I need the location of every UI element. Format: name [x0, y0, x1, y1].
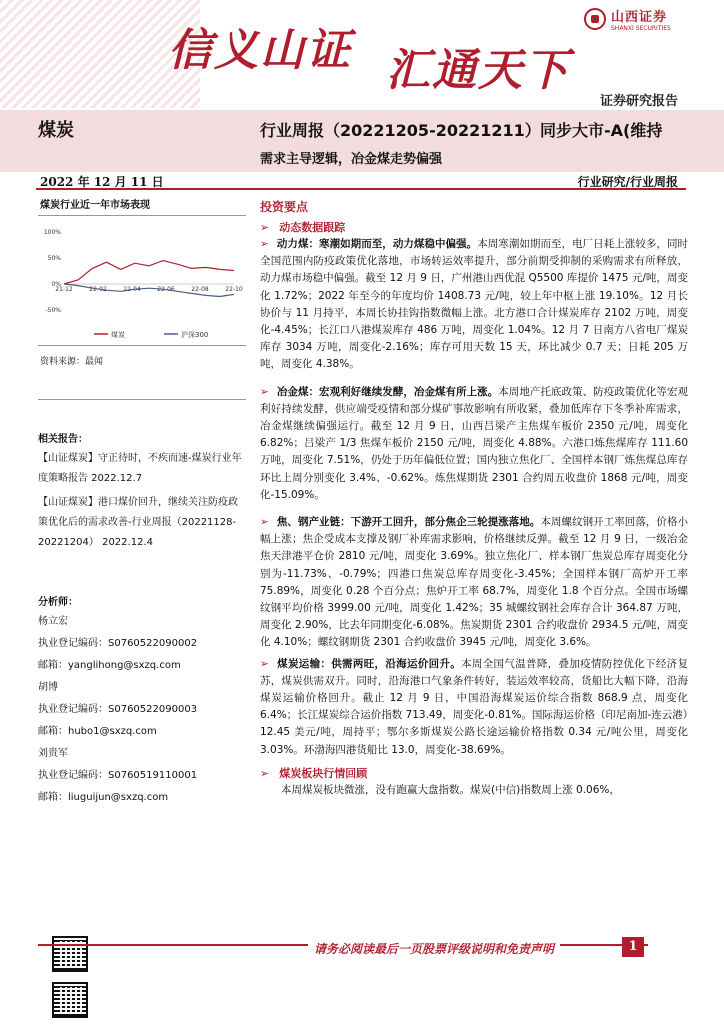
footer — [0, 934, 724, 964]
arrow-icon: ➢ — [260, 238, 269, 250]
y-tick-label: -50% — [45, 307, 61, 314]
page-number: 1 — [622, 937, 644, 957]
arrow-icon: ➢ — [260, 516, 269, 529]
paragraph-transport: ➢ 煤炭运输：供需两旺，沿海运价回升。本周全国气温普降，叠加疫情防控优化下经济复苏，煤炭供需双升。同时，沿海港口气象条件转好，装运效率较高，货船比大幅下降，沿海煤炭运输价格回升。截止 12 月 9 日，中国沿海煤炭运价综合指数 868.9 点，周变化 6.4%；长江煤炭综合运价指数 713.49，周变化-0.81%。国际海运价格（印尼南加-连云港）12.45 美元/吨，周持平；鄂尔多斯煤炭公路长途运输价格指数 0.34 元/吨公里，周变化 3.03%。环渤海四港货船比 13.0，周变化-38.69%。 — [260, 657, 689, 756]
paragraph-steel-chain: ➢ 焦、钢产业链：下游开工回升，部分焦企三轮提涨落地。本周螺纹钢开工率回落，价格小幅上涨；焦企受成本支撑及钢厂补库需求影响，价格继续反弹。截至 12 月 9 日，一级冶金焦天津港平仓价 2810 元/吨，周变化 3.69%。独立焦化厂、样本钢厂焦炭总库存周变化分别为-11.73%、-0.79%；四港口焦炭总库存周变化-3.45%；全国样本钢厂高炉开工率 75.89%，周变化 0.28 个百分点；焦炉开工率 68.7%，周变化 1.8 个百分点。全国市场螺纹钢平均价格 3999.00 元/吨，周变化 1.42%；35 城螺纹钢社会库存合计 364.87 万吨，周变化 2.90%，比去年同期变化-6.08%。焦炭期货 2301 合约收盘价 2934.5 元/吨，周变化 4.10%；螺纹钢期货 2301 合约收盘价 3945 元/吨，周变化 3.6%。 — [260, 516, 688, 649]
legend-label: 沪深300 — [181, 331, 209, 339]
analyst-cert: 执业登记编码：S0760522090002 — [38, 638, 198, 649]
company-logo — [584, 6, 671, 32]
sector-name: 煤炭 — [38, 120, 74, 141]
related-title: 相关报告： — [38, 434, 88, 445]
section-title: 投资要点 — [260, 200, 309, 214]
y-tick-label: 100% — [43, 229, 61, 236]
left-column — [38, 192, 246, 810]
related-report-1[interactable]: 【山证煤炭】守正待时，不疾而速-煤炭行业年度策略报告 2022.12.7 — [38, 453, 242, 484]
report-subtitle: 需求主导逻辑，冶金煤走势偏强 — [260, 152, 443, 167]
paragraph-coking-coal: ➢ 冶金煤：宏观利好继续发酵，冶金煤有所上涨。本周地产托底政策、防疫政策优化等宏观利好持续发酵，供应端受疫情和部分煤矿事故影响有所收紧，叠加低库存下冬季补库需求，冶金煤继续偏强运行。截至 12 月 9 日，山西吕梁产主焦煤车板价 2350 元/吨，周变化 6.82%；吕梁产 1/3 焦煤车板价 2150 元/吨，周变化 4.88%。六港口炼焦煤库存 111.60 万吨，周变化 7.51%，仍处于历年偏低位置；国内独立焦化厂、全国样本钢厂炼焦煤总库存环比上周分别变化 3.4%、-0.62%。炼焦煤期货 2301 合约周五收盘价 1868 元/吨，周变化-15.09%。 — [260, 385, 689, 501]
y-tick-label: 0% — [51, 281, 61, 288]
y-tick-label: 50% — [47, 255, 61, 262]
series-line-coal — [64, 261, 234, 284]
qr-code-icon — [52, 982, 88, 1018]
report-category: 行业研究/行业周报 — [577, 175, 678, 189]
slogan-part1: 信义山证 — [168, 25, 352, 76]
analyst-name: 杨立宏 — [38, 616, 68, 627]
analyst-title: 分析师： — [38, 597, 78, 608]
title-band — [0, 110, 724, 172]
chart-title: 煤炭行业近一年市场表现 — [38, 192, 246, 216]
right-column — [260, 192, 688, 799]
x-tick-label: 22-10 — [225, 286, 243, 293]
market-chart — [38, 216, 246, 346]
rating: 同步大市-A(维持 — [540, 121, 663, 140]
report-type: 证券研究报告 — [599, 94, 678, 108]
legend-label: 煤炭 — [111, 331, 125, 339]
analyst-email[interactable]: 邮箱：liuguijun@sxzq.com — [38, 792, 169, 803]
x-tick-label: 21-12 — [55, 286, 73, 293]
logo-en: SHANXI SECURITIES — [611, 25, 671, 32]
x-tick-label: 22-08 — [191, 286, 209, 293]
header-banner — [0, 0, 724, 108]
logo-mark-icon — [584, 8, 606, 30]
arrow-icon: ➢ — [260, 385, 269, 398]
report-date: 2022 年 12 月 11 日 — [40, 175, 164, 189]
analyst-email[interactable]: 邮箱：hubo1@sxzq.com — [38, 726, 157, 737]
analyst-name: 胡博 — [38, 682, 58, 693]
paragraph-board-review: 本周煤炭板块微涨，没有跑赢大盘指数。煤炭(中信)指数周上涨 0.06%， — [281, 783, 620, 796]
date-bar — [36, 172, 686, 190]
market-chart-svg — [38, 216, 246, 346]
weekly-title: 行业周报（20221205-20221211） — [260, 121, 541, 140]
related-report-2[interactable]: 【山证煤炭】港口煤价回升，继续关注防疫政策优化后的需求改善-行业周报（20221128-20221204） 2022.12.4 — [38, 497, 238, 548]
arrow-icon: ➢ — [260, 766, 270, 780]
analyst-cert: 执业登记编码：S0760519110001 — [38, 770, 198, 781]
analyst-list — [38, 612, 246, 810]
disclaimer-notice[interactable]: 请务必阅读最后一页股票评级说明和免责声明 — [308, 940, 560, 957]
analyst-cert: 执业登记编码：S0760522090003 — [38, 704, 198, 715]
board-title: ➢ 煤炭板块行情回顾 — [260, 766, 368, 780]
paragraph-thermal-coal: ➢ 动力煤：寒潮如期而至，动力煤稳中偏强。本周寒潮如期而至，电厂日耗上涨较多，同时全国范围内防疫政策优化落地，市场转运效率提升，部分前期受抑制的采购需求有所释放，动力煤市场稳中偏强。截至 12 月 9 日，广州港山西优混 Q5500 库提价 1475 元/吨，周变化 1.72%；2022 年至今的年度均价 1408.73 元/吨，较上年中枢上涨 19.10%。12 月长协价与 11 月持平，本周长协挂钩指数微幅上涨。北方港口合计煤炭库存 2102 万吨，周变化-4.45%；长江口八港煤炭库存 486 万吨，周变化 1.04%。12 月 7 日南方八省电厂煤炭库存 3034 万吨，周变化-2.16%；库存可用天数 15 天，环比减少 0.7 天；日耗 205 万吨，周变化 4.38%。 — [260, 238, 689, 371]
slogan-part2: 汇通天下 — [386, 45, 570, 96]
dynamic-title: ➢ 动态数据跟踪 — [260, 221, 346, 234]
chart-source: 资料来源：最闻 — [38, 346, 246, 400]
arrow-icon: ➢ — [260, 221, 270, 234]
analyst-name: 刘贵军 — [38, 748, 68, 759]
x-tick-label: 22-04 — [123, 286, 141, 293]
analyst-email[interactable]: 邮箱：yanglihong@sxzq.com — [38, 660, 181, 671]
arrow-icon: ➢ — [260, 657, 269, 670]
x-tick-label: 22-02 — [89, 286, 107, 293]
x-tick-label: 22-06 — [157, 286, 175, 293]
logo-cn: 山西证券 — [611, 10, 668, 25]
